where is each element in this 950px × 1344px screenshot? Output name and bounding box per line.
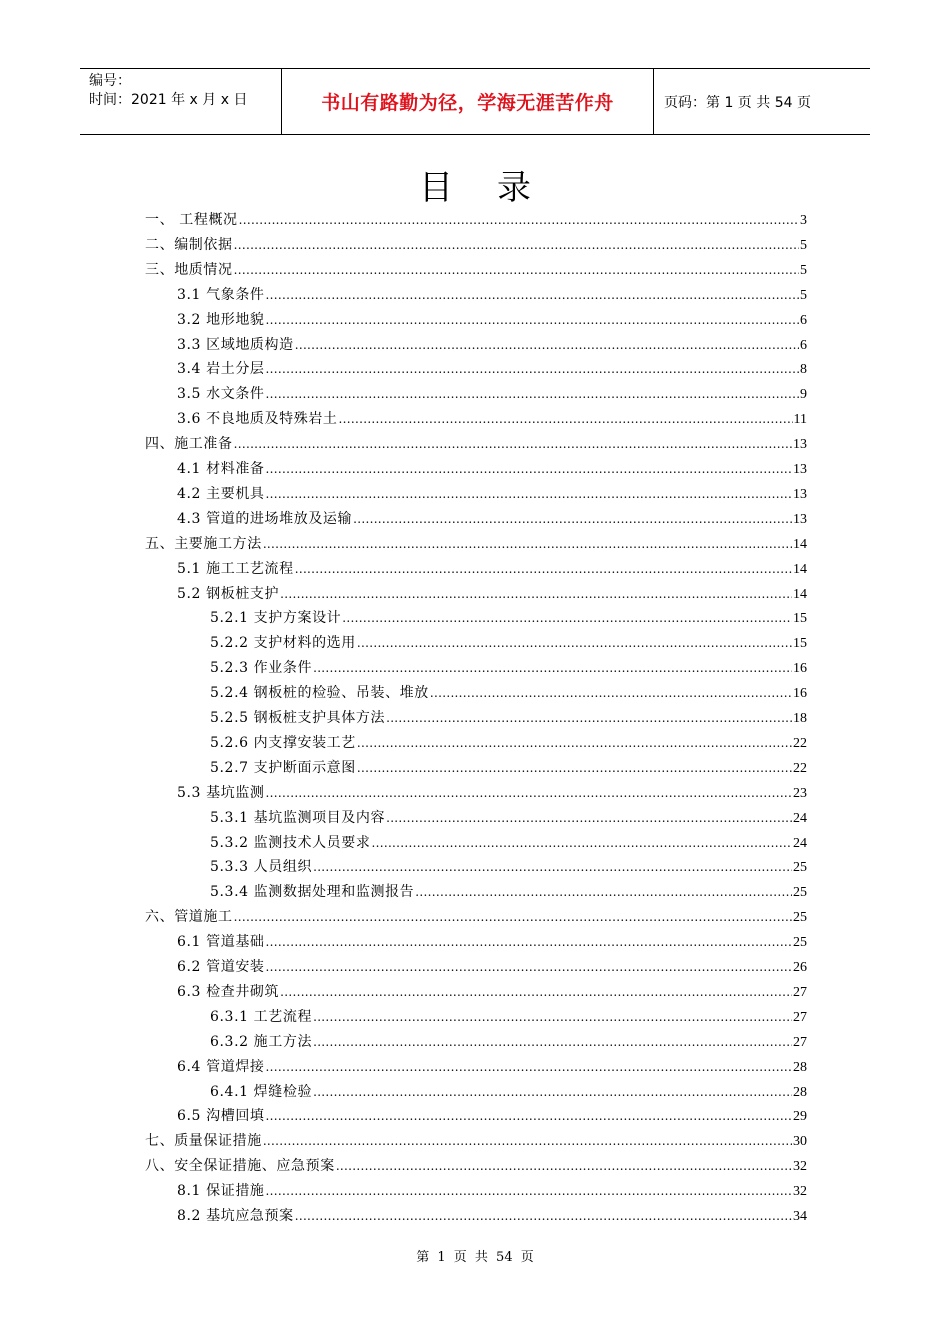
toc-leader-dots (357, 756, 792, 781)
toc-entry[interactable] (177, 1104, 807, 1129)
toc-entry-label: 6.4.1 焊缝检验 (210, 1083, 313, 1100)
toc-leader-dots (280, 582, 792, 607)
document-date-label: 时间：2021 年 x 月 x 日 (89, 92, 248, 108)
toc-entry[interactable] (177, 457, 807, 482)
toc-entry-label: 六、管道施工 (145, 909, 233, 926)
toc-entry-label: 5.2.6 内支撑安装工艺 (210, 734, 356, 751)
toc-entry[interactable] (210, 831, 807, 856)
toc-entry-label: 5.2.3 作业条件 (210, 660, 313, 677)
toc-leader-dots (295, 557, 792, 582)
toc-leader-dots (263, 1129, 792, 1154)
toc-entry-page: 5 (800, 237, 807, 253)
toc-leader-dots (313, 855, 792, 880)
toc-entry-page: 23 (793, 785, 807, 801)
toc-entry[interactable] (210, 1080, 807, 1105)
page-title: 目录 (419, 168, 575, 208)
toc-entry-page: 3 (800, 213, 807, 228)
toc-leader-dots (295, 1204, 792, 1229)
toc-leader-dots (357, 731, 792, 756)
toc-entry[interactable] (177, 382, 807, 407)
toc-entry-page: 14 (793, 586, 807, 602)
toc-entry-label: 一、 工程概况 (145, 212, 238, 228)
toc-entry-page: 25 (793, 910, 807, 926)
toc-entry-page: 13 (793, 511, 807, 527)
toc-entry-page: 13 (793, 486, 807, 502)
toc-entry-label: 3.2 地形地貌 (177, 311, 265, 328)
toc-entry-label: 5.2.5 钢板桩支护具体方法 (210, 710, 386, 726)
toc-leader-dots (234, 905, 792, 930)
toc-leader-dots (266, 357, 799, 382)
document-number-label: 编号： (89, 73, 131, 89)
toc-leader-dots (339, 407, 793, 432)
toc-entry[interactable] (177, 557, 807, 582)
toc-entry-page: 28 (793, 1059, 807, 1075)
toc-entry-label: 6.4 管道焊接 (177, 1058, 265, 1075)
toc-entry[interactable] (177, 781, 807, 806)
toc-entry-page: 18 (793, 711, 807, 726)
toc-entry[interactable] (210, 756, 807, 781)
toc-entry[interactable] (177, 582, 807, 607)
toc-leader-dots (353, 507, 792, 532)
toc-entry[interactable] (177, 482, 807, 507)
toc-leader-dots (266, 382, 799, 407)
toc-leader-dots (266, 283, 799, 308)
toc-leader-dots (295, 333, 799, 358)
page-footer: 第 1 页 共 54 页 (416, 1250, 534, 1265)
toc-entry-page: 9 (800, 387, 807, 403)
toc-entry-page: 28 (793, 1084, 807, 1100)
toc-entry[interactable] (177, 980, 807, 1005)
toc-leader-dots (357, 631, 792, 656)
toc-leader-dots (313, 1030, 792, 1055)
toc-entry-label: 五、主要施工方法 (145, 535, 262, 552)
toc-leader-dots (234, 233, 799, 258)
toc-leader-dots (313, 1005, 792, 1030)
toc-entry-page: 13 (793, 437, 807, 453)
toc-entry-label: 6.3 检查井砌筑 (177, 983, 280, 1000)
toc-entry[interactable] (177, 1179, 807, 1204)
toc-leader-dots (386, 806, 792, 831)
toc-leader-dots (266, 457, 792, 482)
toc-entry-page: 25 (793, 860, 807, 876)
toc-entry[interactable] (210, 631, 807, 656)
toc-leader-dots (313, 1080, 792, 1105)
toc-leader-dots (234, 432, 792, 457)
toc-entry-label: 5.2.1 支护方案设计 (210, 610, 342, 627)
toc-entry-label: 6.2 管道安装 (177, 959, 265, 975)
toc-leader-dots (266, 1055, 792, 1080)
toc-leader-dots (430, 681, 792, 706)
toc-leader-dots (415, 880, 792, 905)
toc-entry-page: 22 (793, 760, 807, 776)
toc-entry-page: 15 (793, 611, 807, 627)
toc-entry-label: 3.1 气象条件 (177, 286, 265, 303)
toc-entry[interactable] (145, 905, 807, 930)
toc-leader-dots (266, 1104, 792, 1129)
header-motto-cell (282, 69, 654, 134)
toc-entry[interactable] (145, 258, 807, 283)
toc-entry-page: 14 (793, 536, 807, 552)
toc-entry-label: 3.4 岩土分层 (177, 361, 265, 378)
toc-leader-dots (386, 706, 792, 731)
toc-entry[interactable] (177, 357, 807, 382)
toc-entry-page: 34 (793, 1209, 807, 1224)
toc-leader-dots (266, 482, 792, 507)
toc-entry[interactable] (177, 308, 807, 333)
toc-entry-page: 29 (793, 1109, 807, 1125)
toc-entry[interactable] (177, 333, 807, 358)
toc-entry[interactable] (177, 1055, 807, 1080)
toc-entry[interactable] (177, 283, 807, 308)
toc-entry-page: 11 (793, 412, 807, 428)
toc-entry-label: 七、质量保证措施 (145, 1133, 262, 1150)
page-header (80, 68, 870, 135)
toc-entry-page: 15 (793, 636, 807, 652)
toc-entry[interactable] (145, 1154, 807, 1179)
toc-entry-label: 5.3.1 基坑监测项目及内容 (210, 809, 386, 826)
toc-leader-dots (266, 1179, 792, 1204)
toc-entry-page: 32 (793, 1184, 807, 1200)
toc-leader-dots (234, 258, 799, 283)
toc-entry-page: 5 (800, 287, 807, 303)
toc-entry-page: 6 (800, 337, 807, 353)
toc-entry[interactable] (210, 1030, 807, 1055)
toc-entry[interactable] (210, 855, 807, 880)
toc-leader-dots (263, 532, 792, 557)
toc-leader-dots (266, 308, 799, 333)
toc-entry-page: 25 (793, 935, 807, 951)
toc-entry-page: 32 (793, 1159, 807, 1175)
toc-entry-label: 二、编制依据 (145, 236, 233, 253)
toc-entry-page: 25 (793, 885, 807, 901)
toc-leader-dots (336, 1154, 792, 1179)
toc-entry-label: 5.3.2 监测技术人员要求 (210, 834, 371, 851)
toc-entry-page: 24 (793, 835, 807, 851)
toc-entry-label: 3.6 不良地质及特殊岩土 (177, 411, 338, 428)
header-motto: 书山有路勤为径，学海无涯苦作舟 (321, 92, 614, 114)
toc-entry-label: 8.2 基坑应急预案 (177, 1208, 294, 1224)
toc-entry-label: 5.3.4 监测数据处理和监测报告 (210, 884, 415, 901)
toc-entry[interactable] (210, 606, 807, 631)
toc-entry-label: 6.5 沟槽回填 (177, 1108, 265, 1125)
header-meta (80, 69, 282, 134)
toc-entry-label: 8.1 保证措施 (177, 1183, 265, 1200)
toc-entry[interactable] (210, 880, 807, 905)
toc-entry-page: 14 (793, 561, 807, 577)
toc-entry-label: 三、地质情况 (145, 261, 233, 278)
toc-entry-label: 5.3 基坑监测 (177, 784, 265, 801)
toc-entry-label: 4.3 管道的进场堆放及运输 (177, 510, 353, 527)
toc-entry[interactable] (145, 432, 807, 457)
toc-entry-label: 3.3 区域地质构造 (177, 336, 294, 353)
toc-entry-label: 5.3.3 人员组织 (210, 859, 313, 876)
toc-leader-dots (371, 831, 792, 856)
toc-entry[interactable] (210, 656, 807, 681)
toc-entry[interactable] (177, 507, 807, 532)
toc-entry[interactable] (145, 1129, 807, 1154)
toc-leader-dots (239, 208, 799, 233)
toc-leader-dots (313, 656, 792, 681)
toc-entry-label: 5.2.7 支护断面示意图 (210, 759, 356, 776)
toc-entry[interactable] (210, 1005, 807, 1030)
toc-entry[interactable] (210, 681, 807, 706)
toc-entry-label: 5.2 钢板桩支护 (177, 585, 280, 602)
toc-entry-page: 30 (793, 1134, 807, 1150)
toc-entry-page: 8 (800, 362, 807, 378)
header-page-info: 页码：第 1 页 共 54 页 (664, 94, 811, 111)
toc-entry[interactable] (210, 731, 807, 756)
toc-entry[interactable] (177, 407, 807, 432)
toc-entry-page: 24 (793, 810, 807, 826)
toc-entry-page: 16 (793, 686, 807, 702)
toc-entry[interactable] (177, 930, 807, 955)
toc-entry-page: 6 (800, 312, 807, 328)
toc-entry-label: 四、施工准备 (145, 436, 233, 453)
toc-entry-label: 6.1 管道基础 (177, 934, 265, 951)
toc-entry-label: 5.1 施工工艺流程 (177, 560, 294, 577)
toc-leader-dots (266, 955, 792, 980)
toc-entry-label: 5.2.4 钢板桩的检验、吊装、堆放 (210, 685, 429, 702)
toc-entry-label: 6.3.1 工艺流程 (210, 1008, 313, 1025)
toc-entry-label: 6.3.2 施工方法 (210, 1033, 313, 1050)
toc-leader-dots (266, 781, 792, 806)
toc-entry[interactable] (145, 208, 807, 233)
toc-entry-label: 3.5 水文条件 (177, 386, 265, 403)
toc-entry[interactable] (145, 532, 807, 557)
toc-entry-page: 27 (793, 1034, 807, 1050)
toc-entry-page: 13 (793, 462, 807, 477)
toc-entry-page: 27 (793, 984, 807, 1000)
toc-entry-label: 4.1 材料准备 (177, 461, 265, 477)
toc-entry-page: 27 (793, 1009, 807, 1025)
toc-entry[interactable] (210, 806, 807, 831)
toc-entry[interactable] (145, 233, 807, 258)
toc-entry[interactable] (210, 706, 807, 731)
toc-entry-page: 5 (800, 262, 807, 278)
toc-entry-label: 八、安全保证措施、应急预案 (145, 1158, 335, 1175)
toc-entry-label: 5.2.2 支护材料的选用 (210, 635, 356, 652)
toc-entry-page: 16 (793, 661, 807, 677)
toc-leader-dots (280, 980, 792, 1005)
toc-leader-dots (342, 606, 792, 631)
toc-entry[interactable] (177, 955, 807, 980)
toc-leader-dots (266, 930, 792, 955)
toc-entry-label: 4.2 主要机具 (177, 485, 265, 502)
toc-entry[interactable] (177, 1204, 807, 1229)
toc-entry-page: 22 (793, 735, 807, 751)
toc-entry-page: 26 (793, 960, 807, 975)
